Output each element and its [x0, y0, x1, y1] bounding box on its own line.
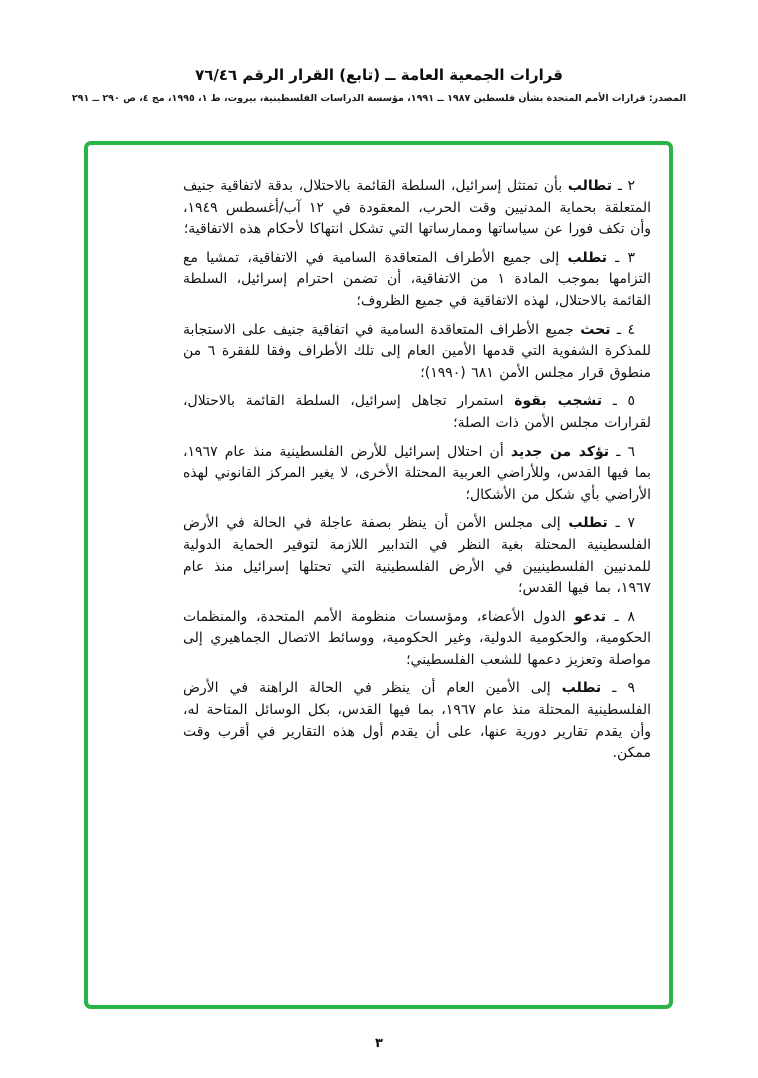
paragraph-number: ٩ ـ — [601, 680, 635, 697]
page-number: ٣ — [375, 1036, 383, 1051]
paragraph-text: استمرار تجاهل إسرائيل، السلطة القائمة بالاحتلال، لقرارات مجلس الأمن ذات الصلة؛ — [183, 393, 651, 431]
paragraph-text: إلى مجلس الأمن أن ينظر بصفة عاجلة في الحالة في الأرض الفلسطينية المحتلة بغية النظر في التدابير اللازمة لتوفير الحماية الدولية للمدنيين الفلسطينيين في الأرض الفلسطينية التي تحتلها إسرائيل منذ عام ١٩٦٧، بما فيها القدس؛ — [183, 515, 651, 597]
paragraph-text: جميع الأطراف المتعاقدة السامية في اتفاقية جنيف على الاستجابة للمذكرة الشفوية التي قدمها الأمين العام إلى تلك الأطراف وفقا للفقرة ٦ من منطوق قرار مجلس الأمن ٦٨١ (١٩٩٠)؛ — [183, 321, 651, 381]
paragraph-text: الدول الأعضاء، ومؤسسات منظومة الأمم المتحدة، والمنظمات الحكومية، والحكومية الدولية، وغير الحكومية، ووسائط الاتصال الجماهيري إلى مواصلة وتعزيز دعمها للشعب الفلسطيني؛ — [183, 608, 651, 668]
paragraph-text: إلى جميع الأطراف المتعاقدة السامية في الاتفاقية، تمشيا مع التزامها بموجب المادة ١ من الاتفاقية، أن تضمن احترام إسرائيل، السلطة القائمة بالاحتلال، لهذه الاتفاقية في جميع الظروف؛ — [183, 249, 651, 309]
resolution-paragraph — [183, 320, 651, 385]
paragraph-lead-verb: تطلب — [567, 249, 607, 266]
resolution-paragraph — [183, 176, 651, 241]
resolution-paragraph — [183, 391, 651, 434]
paragraph-number: ٢ ـ — [612, 178, 635, 194]
paragraph-text: إلى الأمين العام أن ينظر في الحالة الراهنة في الأرض الفلسطينية المحتلة منذ عام ١٩٦٧، بما فيها القدس، بكل الوسائل المتاحة له، وأن يقدم تقارير دورية عنها، على أن يقدم أول هذه التقارير في أقرب وقت ممكن. — [183, 680, 651, 762]
paragraph-number: ٨ ـ — [605, 608, 635, 625]
resolution-paragraph — [183, 442, 651, 507]
paragraph-lead-verb: تحث — [580, 321, 611, 338]
paragraph-number: ٥ ـ — [602, 393, 635, 410]
resolution-paragraph — [183, 513, 651, 599]
paragraph-list — [183, 176, 651, 772]
paragraph-lead-verb: تطلب — [568, 515, 608, 532]
page-title: قرارات الجمعية العامة ــ (تابع) القرار الرقم ٧٦/٤٦ — [195, 66, 563, 84]
paragraph-number: ٦ ـ — [609, 443, 635, 460]
paragraph-number: ٣ ـ — [606, 249, 635, 266]
paragraph-lead-verb: تطالب — [567, 178, 613, 194]
paragraph-text: بأن تمتثل إسرائيل، السلطة القائمة بالاحتلال، بدقة لاتفاقية جنيف المتعلقة بحماية المدنيين وقت الحرب، المعقودة في ١٢ آب/أغسطس ١٩٤٩، وأن تكف فورا عن سياساتها وممارساتها التي تشكل انتهاكا لأحكام هذه الاتفاقية؛ — [183, 178, 651, 238]
paragraph-text: أن احتلال إسرائيل للأرض الفلسطينية منذ عام ١٩٦٧، بما فيها القدس، وللأراضي العربية المحتلة الأخرى، لا يغير المركز القانوني لهذه الأراضي بأي شكل من الأشكال؛ — [183, 443, 651, 503]
paragraph-number: ٤ ـ — [610, 321, 635, 338]
paragraph-lead-verb: تطلب — [561, 680, 602, 697]
resolution-paragraph — [183, 248, 651, 313]
resolution-paragraph — [183, 678, 651, 764]
paragraph-lead-verb: تشجب بقوة — [514, 393, 603, 410]
paragraph-number: ٧ ـ — [607, 515, 635, 532]
resolution-paragraph — [183, 607, 651, 672]
source-line: المصدر: قرارات الأمم المتحدة بشأن فلسطين ١٩٨٧ ــ ١٩٩١، مؤسسة الدراسات الفلسطينية، بيروت، ط ١، ١٩٩٥، مج ٤، ص ٢٩٠ ــ ٢٩١ — [71, 93, 687, 104]
paragraph-lead-verb: تؤكد من جديد — [510, 443, 610, 460]
paragraph-lead-verb: تدعو — [574, 608, 606, 625]
